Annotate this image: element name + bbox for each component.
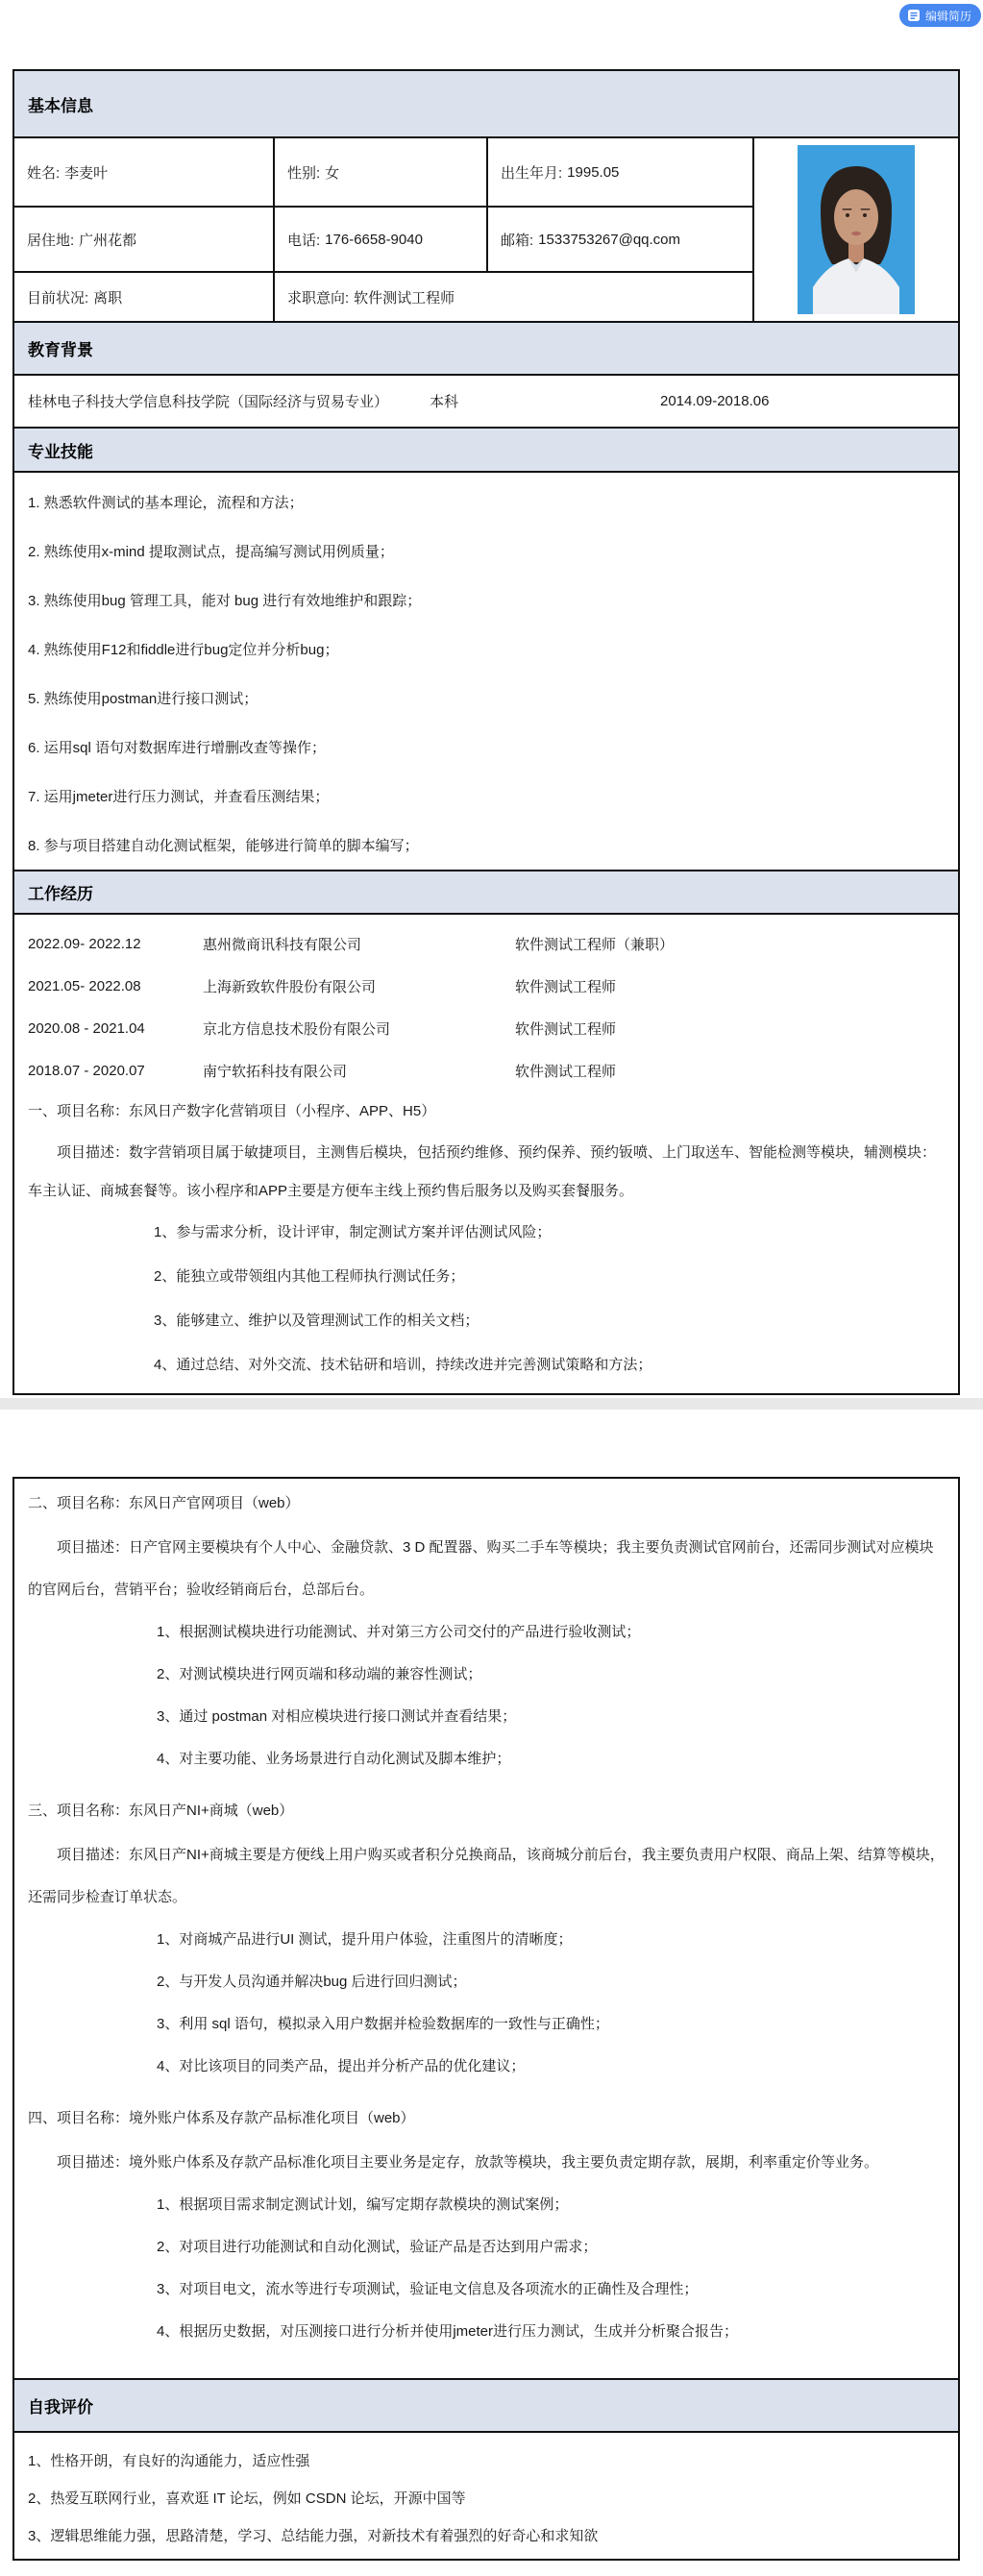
field-name-label: 姓名: (27, 164, 61, 182)
job-company: 京北方信息技术股份有限公司 (203, 1020, 391, 1038)
id-photo (798, 145, 915, 319)
job-company: 上海新致软件股份有限公司 (203, 978, 377, 995)
field-birth-label: 出生年月: (501, 164, 563, 182)
project-title: 三、项目名称：东风日产NI+商城（web） (28, 1803, 294, 1819)
project-item: 2、能独立或带领组内其他工程师执行测试任务； (154, 1268, 465, 1285)
section-header-basic-info: 基本信息 (14, 71, 958, 136)
job-company: 惠州微商讯科技有限公司 (203, 936, 362, 953)
skills-list (14, 471, 958, 870)
resume-document-icon (907, 9, 921, 22)
project-title: 一、项目名称：东风日产数字化营销项目（小程序、APP、H5） (28, 1103, 436, 1119)
job-period: 2018.07 - 2020.07 (28, 1062, 145, 1079)
project-title: 二、项目名称：东风日产官网项目（web） (28, 1495, 300, 1511)
id-photo-cell (752, 138, 958, 321)
project-item: 4、对比该项目的同类产品，提出并分析产品的优化建议； (157, 2058, 526, 2074)
field-email-value: 1533753267@qq.com (538, 231, 681, 248)
field-status-value: 离职 (93, 289, 123, 307)
section-header-self-evaluation: 自我评价 (14, 2378, 958, 2431)
field-birth-value: 1995.05 (567, 163, 620, 181)
project-description: 项目描述：日产官网主要模块有个人中心、金融贷款、3 D 配置器、购买二手车等模块；我主要负责测试官网前台，还需同步测试对应模块的官网后台，营销平台；验收经销商后台，总部后台。 (28, 1539, 934, 1598)
education-degree: 本科 (430, 394, 459, 410)
field-objective (273, 271, 752, 321)
field-gender-value: 女 (325, 164, 340, 182)
project-item: 1、参与需求分析，设计评审，制定测试方案并评估测试风险； (154, 1224, 552, 1240)
skill-item: 2. 熟练使用x-mind 提取测试点，提高编写测试用例质量； (28, 544, 394, 560)
field-status (14, 271, 273, 321)
skill-item: 1. 熟悉软件测试的基本理论，流程和方法； (28, 495, 304, 511)
field-name (14, 138, 273, 206)
project-item: 3、通过 postman 对相应模块进行接口测试并查看结果； (157, 1708, 517, 1725)
field-residence (14, 206, 273, 271)
job-title: 软件测试工程师 (515, 1063, 617, 1080)
skill-item: 3. 熟练使用bug 管理工具，能对 bug 进行有效地维护和跟踪； (28, 593, 422, 609)
education-school: 桂林电子科技大学信息科技学院（国际经济与贸易专业） (28, 394, 389, 410)
skill-item: 8. 参与项目搭建自动化测试框架，能够进行简单的脚本编写； (28, 838, 419, 854)
section-header-skills: 专业技能 (14, 427, 958, 471)
project-description: 项目描述：东风日产NI+商城主要是方便线上用户购买或者积分兑换商品，该商城分前后台，我主要负责用户权限、商品上架、结算等模块，还需同步检查订单状态。 (28, 1847, 945, 1905)
resume-page-1 (12, 69, 960, 1395)
project-description: 项目描述：数字营销项目属于敏捷项目，主测售后模块，包括预约维修、预约保养、预约钣喷、上门取送车、智能检测等模块，辅测模块：车主认证、商城套餐等。该小程序和APP主要是方便车主线上预约售后服务以及购买套餐服务。 (28, 1144, 937, 1199)
field-birth (486, 138, 752, 206)
field-objective-value: 软件测试工程师 (354, 289, 455, 307)
project-item: 4、通过总结、对外交流、技术钻研和培训，持续改进并完善测试策略和方法； (154, 1357, 652, 1373)
project-item: 3、利用 sql 语句，模拟录入用户数据并检验数据库的一致性与正确性； (157, 2016, 609, 2032)
project-item: 2、与开发人员沟通并解决bug 后进行回归测试； (157, 1974, 467, 1990)
field-status-label: 目前状况: (27, 289, 89, 307)
job-row (14, 965, 958, 1007)
edit-resume-button[interactable] (899, 4, 981, 27)
education-period: 2014.09-2018.06 (660, 393, 770, 409)
project-item: 1、对商城产品进行UI 测试，提升用户体验，注重图片的清晰度； (157, 1931, 573, 1948)
education-row (14, 374, 958, 427)
field-phone-label: 电话: (287, 232, 321, 249)
project-item: 2、对测试模块进行网页端和移动端的兼容性测试； (157, 1666, 482, 1682)
self-evaluation-item: 3、逻辑思维能力强，思路清楚，学习、总结能力强，对新技术有着强烈的好奇心和求知欲 (28, 2528, 599, 2544)
job-title: 软件测试工程师 (515, 1020, 617, 1038)
self-evaluation-list (14, 2431, 958, 2559)
edit-resume-label: 编辑简历 (924, 9, 971, 23)
project-item: 3、能够建立、维护以及管理测试工作的相关文档； (154, 1313, 479, 1329)
field-residence-value: 广州花都 (79, 232, 137, 249)
job-title: 软件测试工程师（兼职） (515, 936, 675, 953)
job-company: 南宁软拓科技有限公司 (203, 1063, 348, 1080)
job-title: 软件测试工程师 (515, 978, 617, 995)
skill-item: 6. 运用sql 语句对数据库进行增删改查等操作； (28, 740, 327, 756)
projects-area (14, 1479, 958, 2378)
project-item: 2、对项目进行功能测试和自动化测试，验证产品是否达到用户需求； (157, 2239, 598, 2255)
job-period: 2021.05- 2022.08 (28, 977, 141, 994)
field-objective-label: 求职意向: (287, 289, 350, 307)
skill-item: 5. 熟练使用postman进行接口测试； (28, 691, 258, 707)
job-row (14, 1049, 958, 1092)
page-separator (0, 1398, 983, 1410)
resume-page-2 (12, 1477, 960, 2561)
job-period: 2022.09- 2022.12 (28, 935, 141, 952)
field-phone (273, 206, 486, 271)
section-header-work: 工作经历 (14, 870, 958, 913)
project-item: 4、对主要功能、业务场景进行自动化测试及脚本维护； (157, 1751, 511, 1767)
job-period: 2020.08 - 2021.04 (28, 1019, 145, 1037)
self-evaluation-item: 1、性格开朗，有良好的沟通能力，适应性强 (28, 2453, 310, 2469)
skill-item: 7. 运用jmeter进行压力测试，并查看压测结果； (28, 789, 330, 805)
project-item: 4、根据历史数据，对压测接口进行分析并使用jmeter进行压力测试，生成并分析聚合报告； (157, 2323, 739, 2340)
project-item: 1、根据测试模块进行功能测试、并对第三方公司交付的产品进行验收测试； (157, 1624, 641, 1640)
field-phone-value: 176-6658-9040 (325, 231, 423, 248)
field-gender (273, 138, 486, 206)
field-residence-label: 居住地: (27, 232, 75, 249)
project-description: 项目描述：境外账户体系及存款产品标准化项目主要业务是定存，放款等模块，我主要负责定期存款，展期，利率重定价等业务。 (57, 2154, 879, 2171)
work-experience-area (14, 913, 958, 1393)
basic-info-table (14, 136, 958, 321)
field-name-value: 李麦叶 (64, 164, 109, 182)
section-header-education: 教育背景 (14, 321, 958, 374)
project-title: 四、项目名称：境外账户体系及存款产品标准化项目（web） (28, 2110, 415, 2126)
job-row (14, 1007, 958, 1049)
project-item: 3、对项目电文，流水等进行专项测试，验证电文信息及各项流水的正确性及合理性； (157, 2281, 699, 2297)
self-evaluation-item: 2、热爱互联网行业，喜欢逛 IT 论坛，例如 CSDN 论坛，开源中国等 (28, 2490, 466, 2507)
field-email-label: 邮箱: (501, 232, 534, 249)
project-item: 1、根据项目需求制定测试计划，编写定期存款模块的测试案例； (157, 2196, 569, 2213)
job-row (14, 922, 958, 965)
skill-item: 4. 熟练使用F12和fiddle进行bug定位并分析bug； (28, 642, 339, 658)
field-gender-label: 性别: (287, 164, 321, 182)
field-email (486, 206, 752, 271)
